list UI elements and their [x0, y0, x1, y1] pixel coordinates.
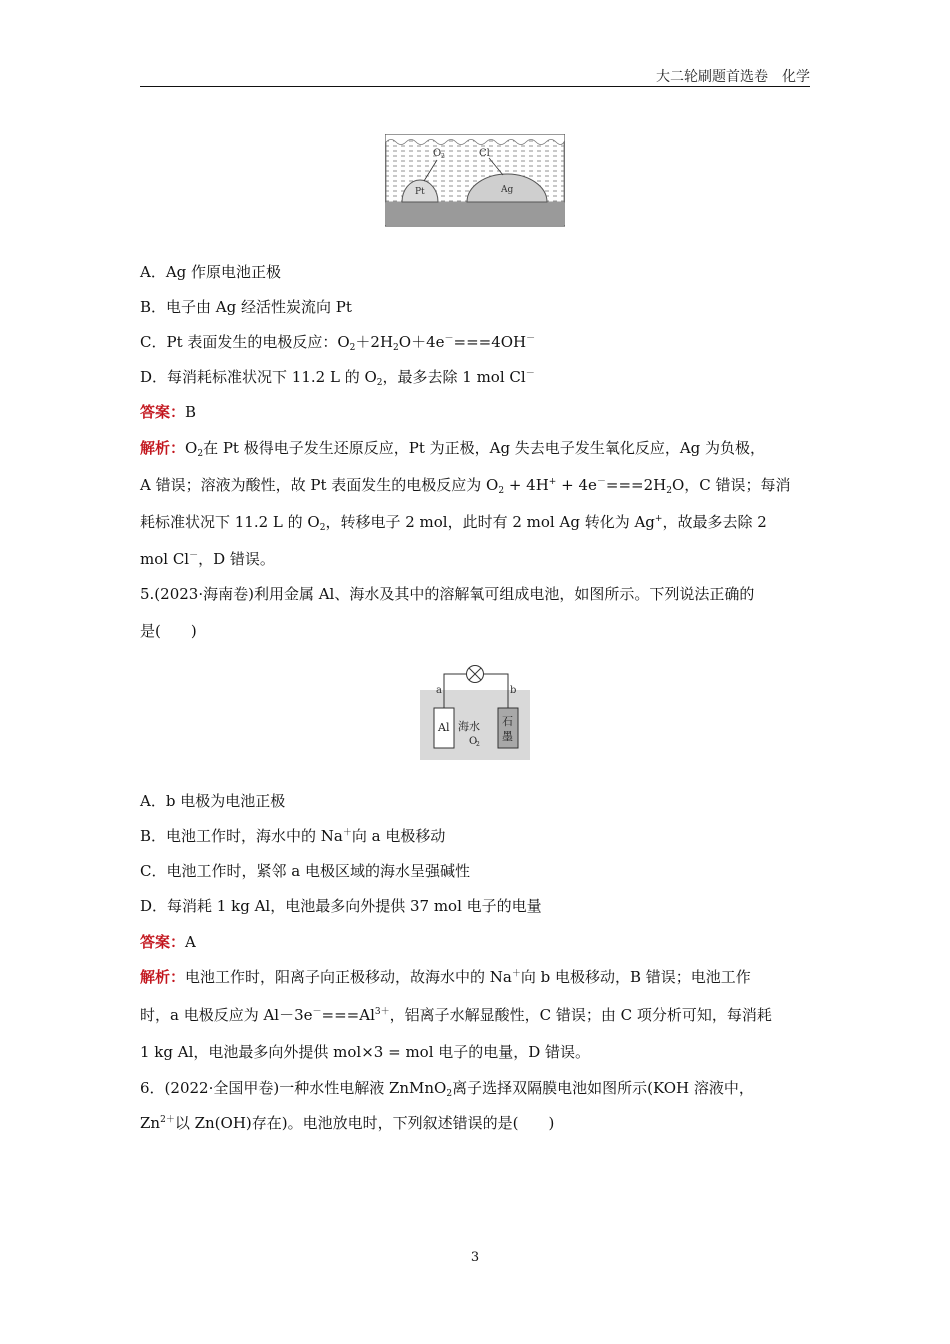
figure-pt-ag-cell — [385, 134, 565, 228]
label-o2-sub: 2 — [441, 153, 445, 160]
q5-analysis-1: 解析：电池工作时，阳离子向正极移动，故海水中的 Na＋向 b 电极移动，B 错误；电池工作 — [140, 968, 751, 986]
q5-option-c: C．电池工作时，紧邻 a 电极区域的海水呈强碱性 — [140, 862, 470, 880]
q4-option-c: C．Pt 表面发生的电极反应：$O_2+2H_2O+4e^-===4OH^-$ — [140, 333, 536, 353]
q5-option-a: A．b 电极为电池正极 — [140, 792, 286, 810]
q5-option-d: D．每消耗 1 kg Al，电池最多向外提供 37 mol 电子的电量 — [140, 897, 542, 915]
q5-answer: 答案：A — [140, 933, 196, 951]
label-o2: O — [433, 148, 442, 159]
q4-option-a: A．Ag 作原电池正极 — [140, 263, 282, 281]
label-al: Al — [438, 721, 450, 734]
label-pt: Pt — [415, 187, 425, 197]
q4-analysis-2: A 错误；溶液为酸性，故 Pt 表面发生的电极反应为 $O_2 + 4H^+ + 4e^-===2H_2O$，C 错误；每消 — [140, 476, 791, 496]
label-b: b — [510, 685, 517, 696]
q5-option-b: B．电池工作时，海水中的 Na＋向 a 电极移动 — [140, 827, 446, 845]
q5-analysis-2: 时，a 电极反应为 $Al-3e^-===Al^{3+}$，铝离子水解显酸性，C 错误；由 C 项分析可知，每消耗 — [140, 1006, 772, 1024]
q4-analysis-1: 解析：$O_2$在 Pt 极得电子发生还原反应，Pt 为正极，Ag 失去电子发生氧化反应，Ag 为负极， — [140, 439, 766, 459]
q4-answer: 答案：B — [140, 403, 197, 421]
label-seawater: 海水 — [458, 720, 480, 733]
label-graphite-2: 墨 — [502, 730, 513, 743]
q4-option-b: B．电子由 Ag 经活性炭流向 Pt — [140, 298, 352, 316]
label-o2-sub: 2 — [476, 741, 480, 748]
q5-analysis-3: 1 kg Al，电池最多向外提供 mol×3 = mol 电子的电量，D 错误。 — [140, 1043, 591, 1061]
figure-al-seawater-cell — [418, 660, 532, 762]
label-a: a — [436, 685, 442, 696]
q4-option-d: D．每消耗标准状况下 11.2 L 的 $O_2$，最多去除 1 mol Cl－ — [140, 368, 535, 388]
q4-analysis-4: mol Cl－，D 错误。 — [140, 550, 275, 568]
page-number: 3 — [470, 1250, 480, 1265]
label-ag: Ag — [501, 185, 514, 195]
q4-analysis-3: 耗标准状况下 11.2 L 的 $O_2$，转移电子 2 mol，此时有 2 mol Ag 转化为 Ag+，故最多去除 2 — [140, 513, 767, 533]
header-rule — [140, 86, 810, 87]
label-cl: Cl — [479, 148, 490, 159]
q5-stem-2: 是( ) — [140, 622, 197, 640]
header-title: 大二轮刷题首选卷 化学 — [656, 69, 810, 85]
label-graphite-1: 石 — [502, 715, 513, 728]
label-o2: O — [469, 736, 478, 747]
q6-stem-2: $Zn^{2+}$以 Zn(OH)存在)。电池放电时，下列叙述错误的是( ) — [140, 1114, 555, 1132]
q6-stem-1: 6．(2022·全国甲卷)一种水性电解液 ZnMnO$_2$离子选择双隔膜电池如图所示(KOH 溶液中， — [140, 1079, 754, 1099]
q5-stem-1: 5.(2023·海南卷)利用金属 Al、海水及其中的溶解氧可组成电池，如图所示。下列说法正确的 — [140, 585, 755, 603]
